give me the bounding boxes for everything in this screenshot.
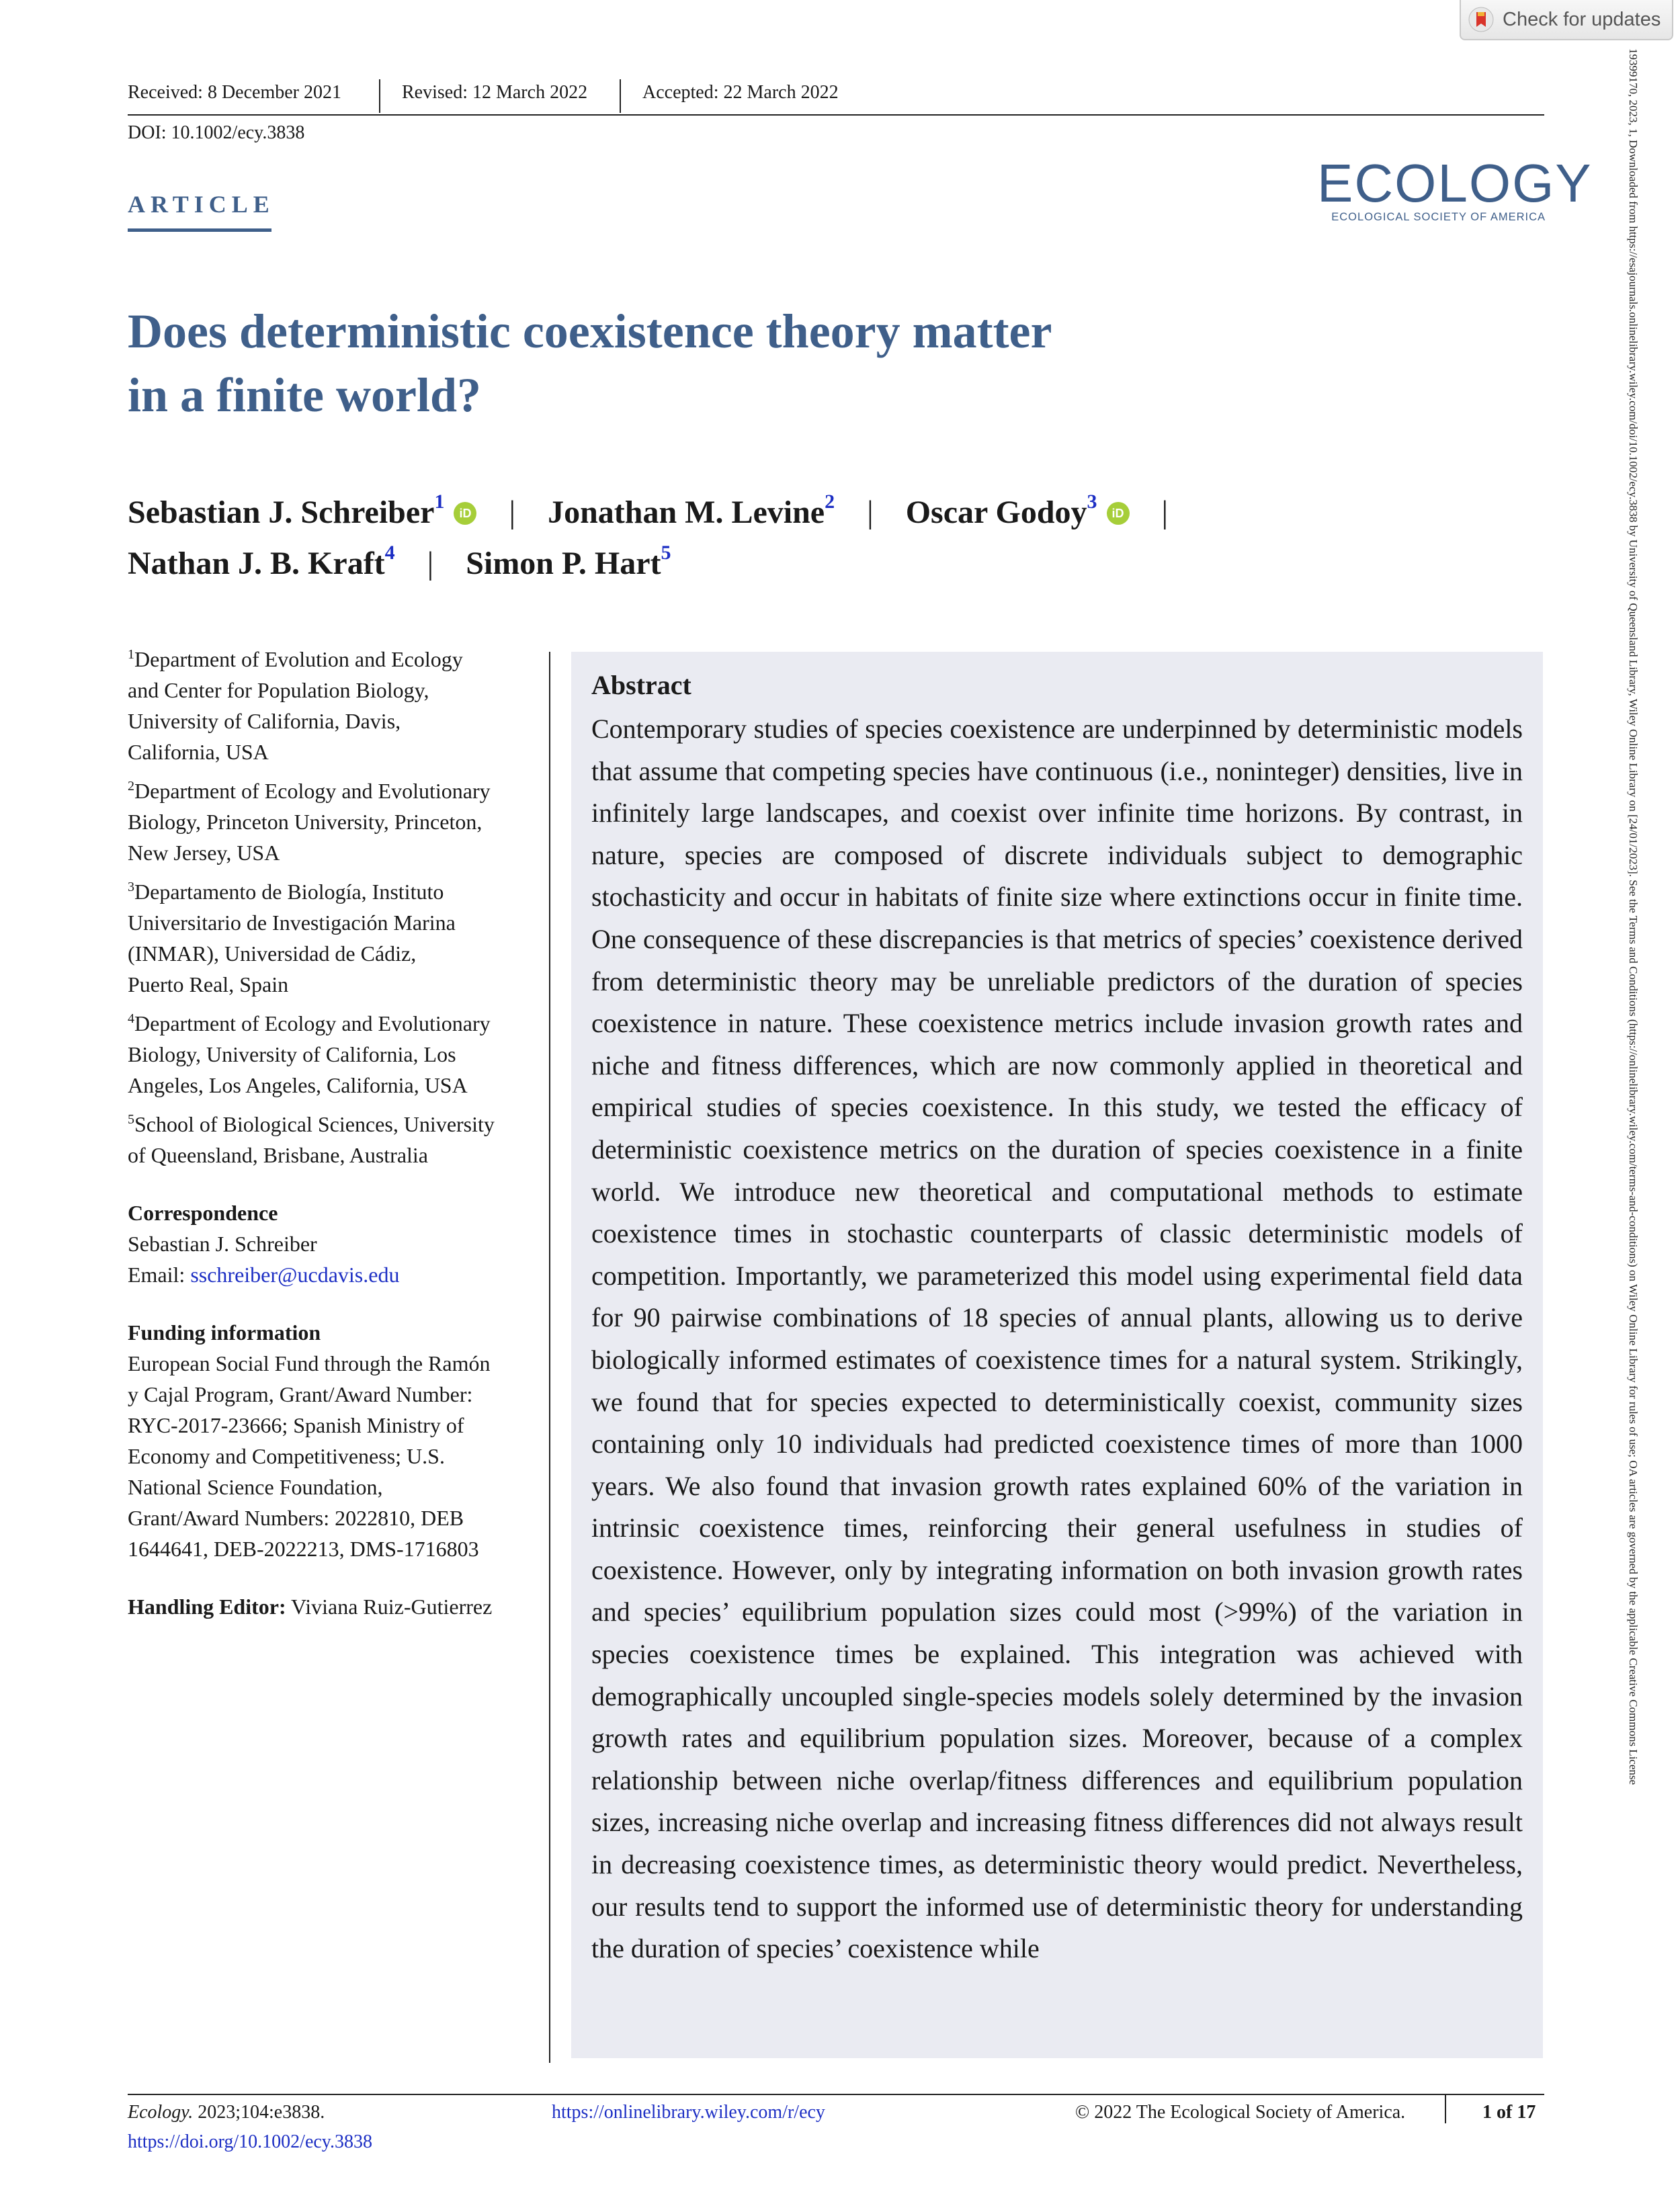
affiliation-number: 2 <box>128 779 134 794</box>
journal-society: ECOLOGICAL SOCIETY OF AMERICA <box>1331 211 1546 223</box>
handling-editor-label: Handling Editor: <box>128 1595 286 1619</box>
affiliation-line: Department of Ecology and Evolutionary <box>134 1011 491 1035</box>
revised-date: Revised: 12 March 2022 <box>402 82 588 103</box>
affiliation-number: 4 <box>128 1011 134 1026</box>
affiliation-line: California, USA <box>128 740 269 764</box>
check-for-updates-label: Check for updates <box>1503 8 1661 30</box>
affiliation-line: Biology, University of California, Los <box>128 1042 456 1066</box>
journal-ref-italic: Ecology. <box>128 2102 194 2123</box>
page-number: 1 of 17 <box>1482 2102 1536 2123</box>
affiliation <box>128 1008 544 1101</box>
divider <box>379 79 380 113</box>
author-separator: | <box>1161 495 1169 530</box>
check-for-updates-button[interactable] <box>1460 0 1673 40</box>
publication-dates <box>128 79 1544 116</box>
funding-line: y Cajal Program, Grant/Award Number: <box>128 1382 473 1406</box>
orcid-icon[interactable]: iD <box>1107 502 1130 525</box>
download-notice: 19399170, 2023, 1, Downloaded from https://esajournals.onlinelibrary.wiley.com/doi/10.1002/ecy.3838 by University of Queensland Library, Wiley Online Library on [24/01/2023]. See the Terms and Conditions (https://onlinelibrary.wiley.com/terms-and-conditions) on Wiley Online Library for rules of use; OA articles are governed by the applicable Creative Commons License <box>1627 48 1640 1785</box>
footer-divider <box>1445 2095 1446 2123</box>
article-title <box>128 300 1404 427</box>
funding-text <box>128 1348 544 1564</box>
author-separator: | <box>509 495 516 530</box>
doi-link[interactable]: https://doi.org/10.1002/ecy.3838 <box>128 2131 372 2152</box>
affiliation-line: Universitario de Investigación Marina <box>128 910 456 935</box>
author-affiliation-ref: 4 <box>384 542 395 564</box>
affiliation <box>128 775 544 868</box>
affiliation-line: New Jersey, USA <box>128 841 280 865</box>
correspondence-email <box>128 1259 544 1290</box>
affiliation-number: 1 <box>128 647 134 662</box>
funding-line: National Science Foundation, <box>128 1475 383 1499</box>
journal-logo <box>1317 153 1593 224</box>
journal-url-link[interactable]: https://onlinelibrary.wiley.com/r/ecy <box>552 2102 825 2123</box>
handling-editor-name: Viviana Ruiz-Gutierrez <box>286 1595 493 1619</box>
abstract-heading: Abstract <box>591 670 691 700</box>
affiliation-line: University of California, Davis, <box>128 709 401 733</box>
orcid-icon[interactable]: iD <box>454 502 476 525</box>
email-link[interactable]: sschreiber@ucdavis.edu <box>190 1263 400 1287</box>
author-affiliation-ref: 2 <box>825 491 835 513</box>
bookmark-icon <box>1468 6 1495 33</box>
column-divider <box>549 652 550 2063</box>
affiliation-number: 5 <box>128 1112 134 1127</box>
received-date: Received: 8 December 2021 <box>128 82 341 103</box>
journal-reference <box>128 2102 325 2123</box>
affiliation-line: Puerto Real, Spain <box>128 972 289 996</box>
author-name: Simon P. Hart <box>466 546 661 581</box>
author-affiliation-ref: 3 <box>1087 491 1097 513</box>
funding-line: 1644641, DEB-2022213, DMS-1716803 <box>128 1537 479 1561</box>
abstract-box <box>571 652 1543 2058</box>
funding-line: Economy and Competitiveness; U.S. <box>128 1444 445 1468</box>
accepted-date: Accepted: 22 March 2022 <box>642 82 839 103</box>
affiliation <box>128 1109 544 1171</box>
funding-line: European Social Fund through the Ramón <box>128 1351 491 1375</box>
affiliation-line: Departamento de Biología, Instituto <box>134 880 444 904</box>
correspondence-heading: Correspondence <box>128 1201 278 1225</box>
funding-heading: Funding information <box>128 1320 321 1345</box>
author-affiliation-ref: 1 <box>434 491 445 513</box>
funding-line: RYC-2017-23666; Spanish Ministry of <box>128 1413 464 1437</box>
section-underline <box>128 228 271 232</box>
affiliation-line: and Center for Population Biology, <box>128 678 429 702</box>
affiliation-line: School of Biological Sciences, University <box>134 1112 495 1136</box>
correspondence-name: Sebastian J. Schreiber <box>128 1232 317 1256</box>
author-separator: | <box>427 546 434 581</box>
author-name: Oscar Godoy <box>905 495 1087 530</box>
divider <box>620 79 621 113</box>
affiliation-line: (INMAR), Universidad de Cádiz, <box>128 941 417 966</box>
email-label: Email: <box>128 1263 191 1287</box>
title-line: in a finite world? <box>128 368 482 422</box>
affiliation-line: Angeles, Los Angeles, California, USA <box>128 1073 468 1097</box>
title-line: Does deterministic coexistence theory matter <box>128 304 1052 358</box>
affiliation-line: Department of Ecology and Evolutionary <box>134 779 491 803</box>
affiliation-number: 3 <box>128 880 134 894</box>
sidebar-metadata <box>128 644 544 1622</box>
affiliation-line: of Queensland, Brisbane, Australia <box>128 1143 428 1167</box>
author-affiliation-ref: 5 <box>661 542 671 564</box>
journal-name: ECOLOGY <box>1317 153 1593 213</box>
journal-ref-volume: 2023;104:e3838. <box>193 2102 325 2123</box>
affiliation <box>128 644 544 767</box>
affiliation <box>128 876 544 1000</box>
funding-line: Grant/Award Numbers: 2022810, DEB <box>128 1506 464 1530</box>
footer-rule <box>128 2094 1544 2095</box>
section-label: ARTICLE <box>128 191 275 218</box>
author-list <box>128 487 1438 589</box>
affiliation-line: Department of Evolution and Ecology <box>134 647 463 671</box>
author-name: Sebastian J. Schreiber <box>128 495 435 530</box>
abstract-text: Contemporary studies of species coexistence are underpinned by deterministic models that assume that competing species have continuous (i.e., noninteger) densities, live in infinitely large landscapes, and coexist over infinite time horizons. By contrast, in nature, species are composed of discrete individuals subject to demographic stochasticity and occur in habitats of finite size where extinctions occur in finite time. One consequence of these discrepancies is that metrics of species’ coexistence derived from deterministic theory may be unreliable predictors of the duration of species coexistence in nature. These coexistence metrics include invasion growth rates and niche and fitness differences, which are now commonly applied in theoretical and empirical studies of species coexistence. In this study, we tested the efficacy of deterministic coexistence metrics on the duration of species coexistence in a finite world. We introduce new theoretical and computational methods to estimate coexistence times in stochastic counterparts of classic deterministic models of competition. Importantly, we parameterized this model using experimental field data for 90 pairwise combinations of 18 species of annual plants, allowing us to derive biologically informed estimates of coexistence times for a natural system. Strikingly, we found that for species expected to deterministically coexist, community sizes containing only 10 individuals had predicted coexistence times of more than 1000 years. We also found that invasion growth rates explained 60% of the variation in intrinsic coexistence times, reinforcing their general usefulness in studies of coexistence. However, only by integrating information on both invasion growth rates and species’ equilibrium population sizes could most (>99%) of the variation in species coexistence times be explained. This integration was achieved with demographically uncoupled single-species models solely determined by the invasion growth rates and equilibrium population sizes. Moreover, because of a complex relationship between niche overlap/fitness differences and equilibrium population sizes, increasing niche overlap and increasing fitness differences did not always result in decreasing coexistence times, as deterministic theory would predict. Nevertheless, our results tend to support the informed use of deterministic theory for understanding the duration of species’ coexistence while <box>591 714 1523 1964</box>
author-separator: | <box>867 495 874 530</box>
affiliation-line: Biology, Princeton University, Princeton, <box>128 810 482 834</box>
handling-editor <box>128 1591 544 1622</box>
doi: DOI: 10.1002/ecy.3838 <box>128 122 305 143</box>
author-name: Nathan J. B. Kraft <box>128 546 385 581</box>
copyright: © 2022 The Ecological Society of America. <box>1075 2102 1406 2123</box>
author-name: Jonathan M. Levine <box>548 495 825 530</box>
